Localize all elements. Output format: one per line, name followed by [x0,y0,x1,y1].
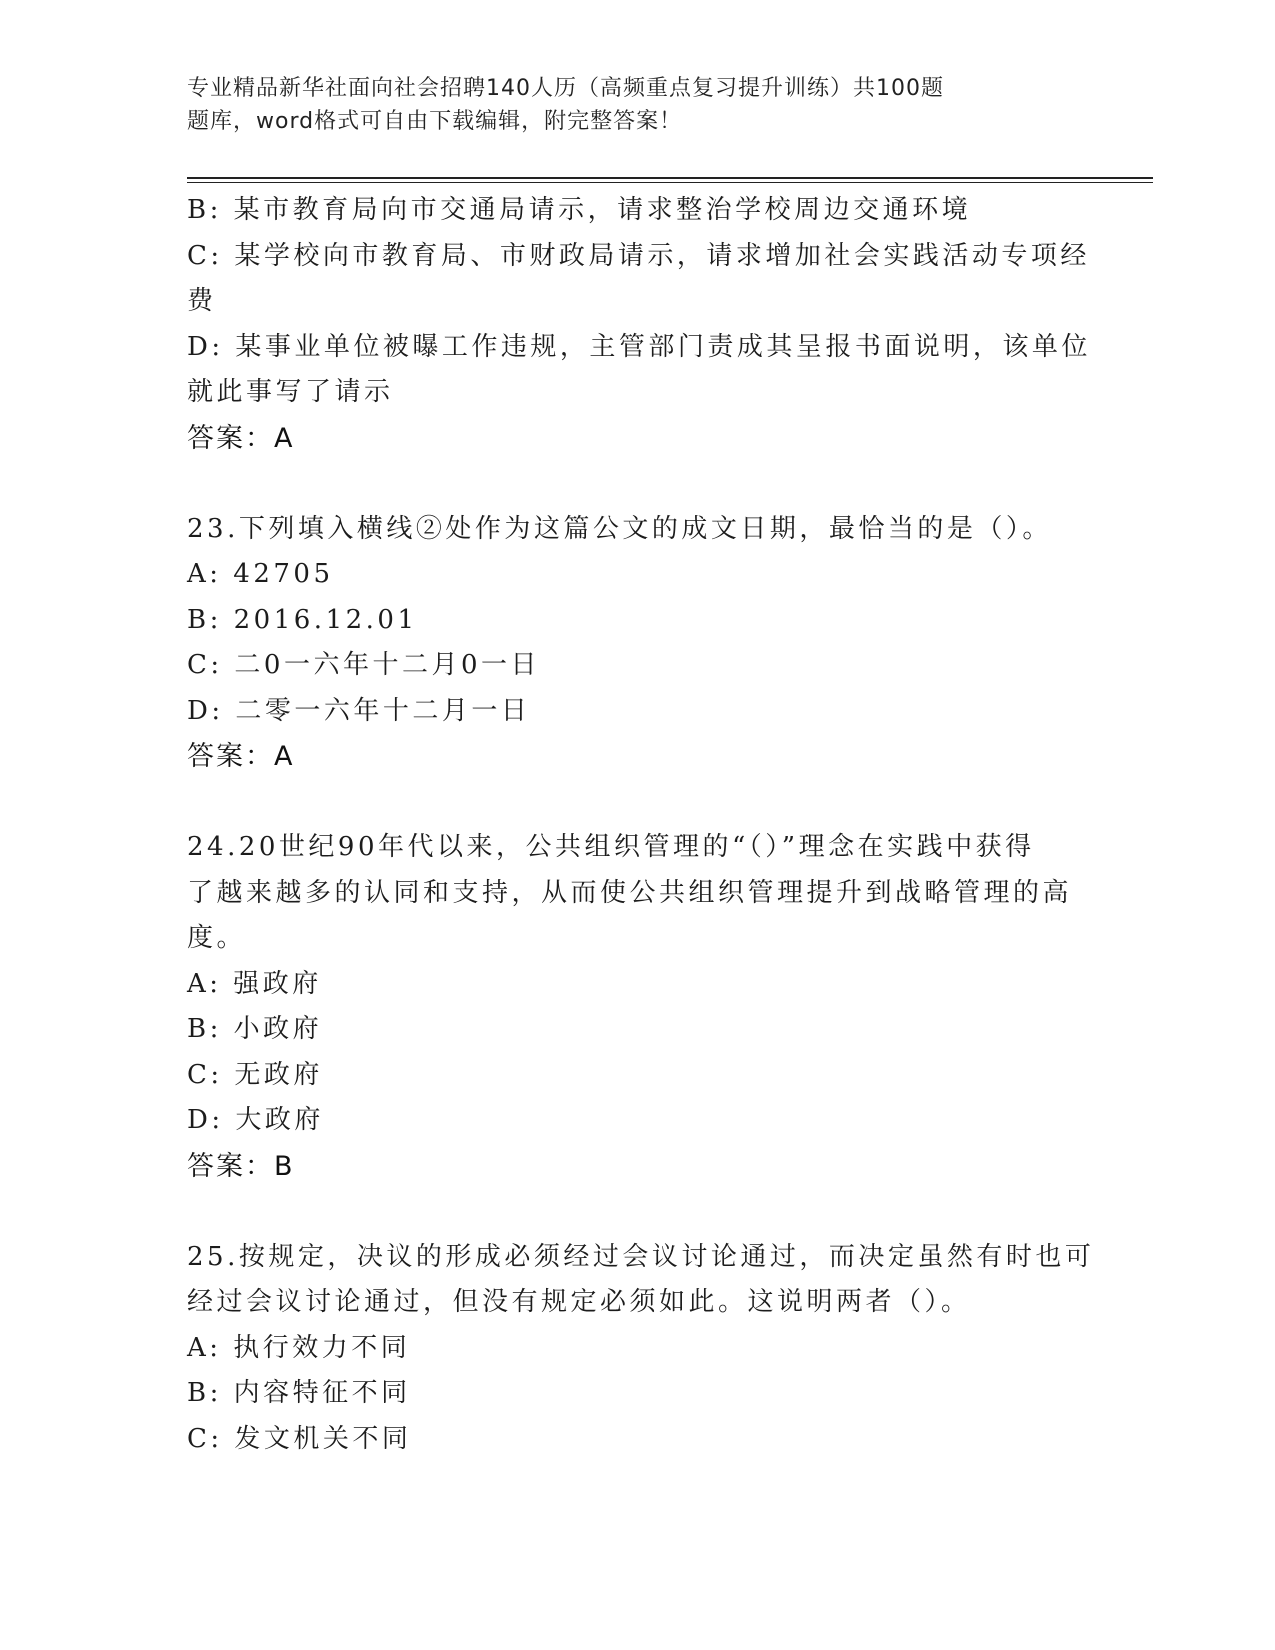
option-a: A: 强政府 [187,968,322,999]
option-c: C: 发文机关不同 [187,1423,412,1454]
spacer [187,461,1087,507]
option-c-continued: 费 [187,286,217,316]
question-stem-continued: 经过会议讨论通过，但没有规定必须如此。这说明两者（）。 [187,1287,971,1317]
option-b: B: 内容特征不同 [187,1378,411,1408]
question-stem: 24.20世纪90年代以来，公共组织管理的“（）”理念在实践中获得 [187,832,1035,862]
option-c: C: 二0一六年十二月0一日 [187,650,541,680]
option-c: C: 某学校向市教育局、市财政局请示，请求增加社会实践活动专项经 [187,240,1090,271]
question-block-23 [187,507,1087,780]
answer-line: 答案：A [187,741,295,772]
spacer [187,780,1087,826]
option-b: B: 某市教育局向市交通局请示，请求整治学校周边交通环境 [187,195,972,225]
question-stem: 23.下列填入横线②处作为这篇公文的成文日期，最恰当的是（）。 [187,513,1052,544]
document-header [187,72,1087,138]
answer-line: 答案：B [187,1150,295,1182]
spacer [187,1189,1087,1235]
option-d-continued: 就此事写了请示 [187,377,394,407]
answer-line: 答案：A [187,422,295,454]
header-divider-thick [187,177,1153,179]
option-d: D: 某事业单位被曝工作违规，主管部门责成其呈报书面说明，该单位 [187,331,1091,362]
question-content [187,188,1095,1462]
header-title-line-1: 专业精品新华社面向社会招聘140人历（高频重点复习提升训练）共100题 [187,76,944,101]
question-stem-continued: 了越来越多的认同和支持，从而使公共组织管理提升到战略管理的高 [187,877,1073,908]
question-stem: 25.按规定，决议的形成必须经过会议讨论通过，而决定虽然有时也可 [187,1241,1095,1272]
header-title-line-2: 题库，word格式可自由下载编辑，附完整答案！ [187,109,683,134]
question-stem-continued: 度。 [187,923,247,953]
option-b: B: 小政府 [187,1014,323,1044]
option-a: A: 42705 [187,559,334,589]
option-b: B: 2016.12.01 [187,604,418,635]
option-d: D: 大政府 [187,1105,324,1135]
question-block-25 [187,1235,1095,1463]
option-c: C: 无政府 [187,1059,323,1090]
option-d: D: 二零一六年十二月一日 [187,695,531,726]
header-divider-thin [187,182,1153,183]
option-a: A: 执行效力不同 [187,1332,411,1363]
question-block-22-tail [187,188,1091,461]
question-block-24 [187,825,1087,1189]
